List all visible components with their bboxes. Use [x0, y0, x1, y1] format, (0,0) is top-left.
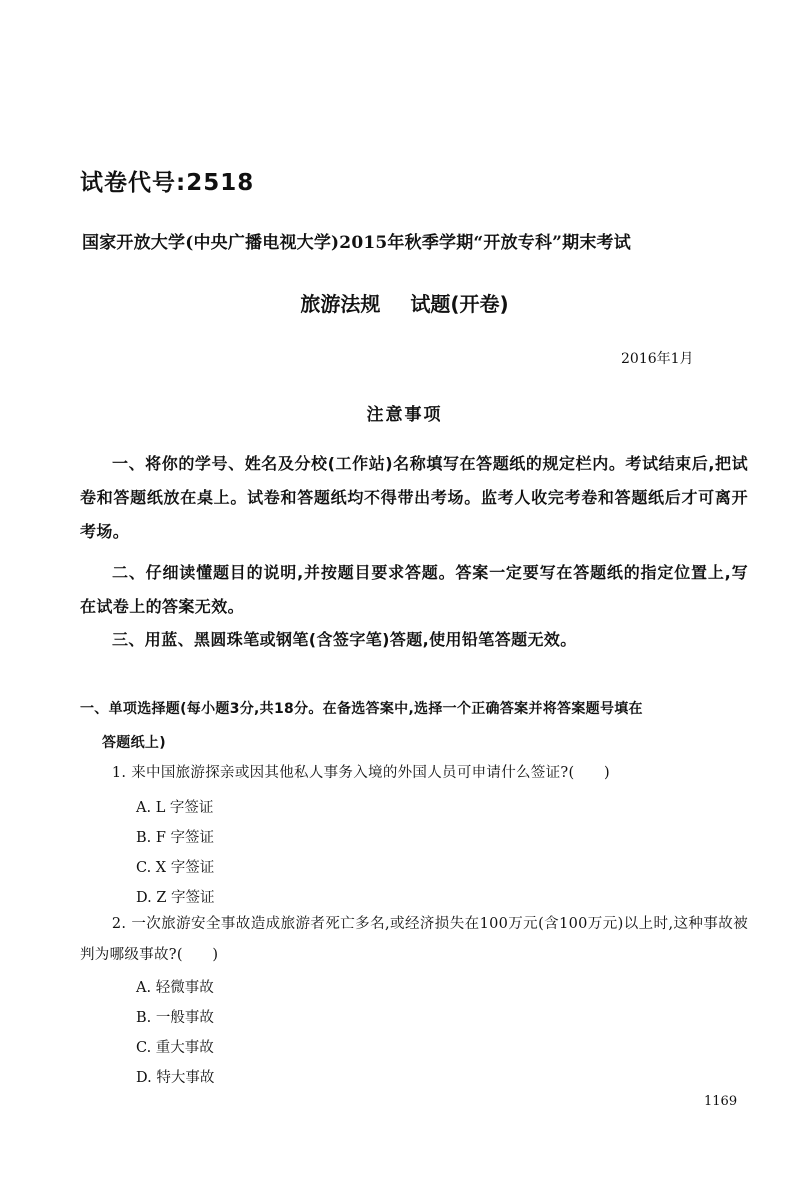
question-1-option-c: C. X 字签证 — [136, 860, 215, 876]
question-1-option-b: B. F 字签证 — [136, 830, 215, 846]
exam-title-main: 旅游法规 — [300, 292, 381, 316]
page-number: 1169 — [704, 1094, 738, 1109]
question-1 — [80, 758, 748, 789]
question-2 — [80, 909, 748, 971]
university-line: 国家开放大学(中央广播电视大学)2015年秋季学期“开放专科”期末考试 — [82, 233, 631, 253]
exam-date: 2016年1月 — [621, 351, 694, 367]
question-1-option-d: D. Z 字签证 — [136, 890, 215, 906]
notice-item-2: 二、仔细读懂题目的说明,并按题目要求答题。答案一定要写在答题纸的指定位置上,写在试卷上的答案无效。 — [80, 563, 748, 616]
section1-heading-line1: 一、单项选择题(每小题3分,共18分。在备选答案中,选择一个正确答案并将答案题号填在 — [80, 701, 643, 717]
question-2-text: 2. 一次旅游安全事故造成旅游者死亡多名,或经济损失在100万元(含100万元)以上时,这种事故被判为哪级事故?( ) — [80, 916, 748, 963]
exam-title-sub: 试题(开卷) — [410, 292, 509, 316]
question-1-option-a: A. L 字签证 — [136, 800, 214, 816]
section1-heading-line2: 答题纸上) — [102, 735, 166, 751]
exam-code: 试卷代号:2518 — [80, 170, 255, 196]
section1-heading — [80, 692, 748, 760]
question-2-option-c: C. 重大事故 — [136, 1040, 214, 1056]
question-1-text: 1. 来中国旅游探亲或因其他私人事务入境的外国人员可申请什么签证?( ) — [111, 765, 611, 781]
notice-heading: 注意事项 — [366, 405, 443, 425]
question-2-option-a: A. 轻微事故 — [136, 980, 214, 996]
question-2-option-b: B. 一般事故 — [136, 1010, 214, 1026]
exam-title — [0, 288, 809, 317]
question-2-option-d: D. 特大事故 — [136, 1070, 215, 1086]
notice-item-3: 三、用蓝、黑圆珠笔或钢笔(含签字笔)答题,使用铅笔答题无效。 — [112, 630, 577, 649]
notice-item-1: 一、将你的学号、姓名及分校(工作站)名称填写在答题纸的规定栏内。考试结束后,把试卷和答题纸放在桌上。试卷和答题纸均不得带出考场。监考人收完考卷和答题纸后才可离开考场。 — [80, 454, 748, 541]
